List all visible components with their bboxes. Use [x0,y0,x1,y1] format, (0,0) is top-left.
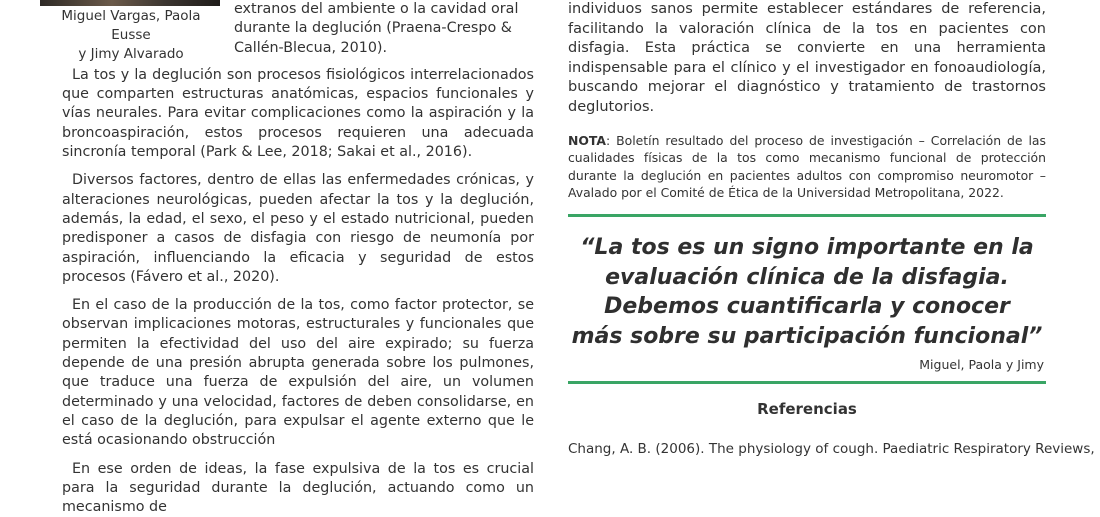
quote-author: Miguel, Paola y Jimy [919,357,1044,373]
left-column [62,0,534,517]
quote-line-1: “La tos es un signo importante en la [580,235,1034,261]
quote-line-4: más sobre su participación funcional” [571,323,1043,349]
paragraph-conclusion: individuos sanos permite establecer estándares de referencia, facilitando la valoración clínica de la tos en pacientes con disfagia. Esta práctica se convierte en una herramienta indispensable para el clínico y el investigador en fonoaudiología, buscando mejorar el diagnóstico y tratamiento de trastornos deglutorios. [568,1,1046,115]
pull-quote [568,233,1046,351]
caption-line-1: Miguel Vargas, Paola Eusse [61,8,201,43]
quote-top-rule [568,214,1046,217]
right-column [568,0,1095,457]
quote-line-2: evaluación clínica de la disfagia. [605,264,1009,290]
note-label: NOTA [568,133,606,148]
quote-line-3: Debemos cuantificarla y conocer [604,294,1010,320]
paragraph-expulsive-phase: En ese orden de ideas, la fase expulsiva de la tos es crucial para la seguridad durante la deglución, actuando como un mecanismo de [62,460,534,516]
note-block [568,132,1046,201]
references-heading: Referencias [757,400,857,419]
paragraph-cough-swallow: La tos y la deglución son procesos fisiológicos interrelacionados que comparten estructuras anatómicas, espacios funcionales y vías neurales. Para evitar complicaciones como la aspiración y la broncoaspiración, estos procesos requieren una adecuada sincronía temporal (Park & Lee, 2018; Sakai et al., 2016). [62,66,534,161]
note-text: : Boletín resultado del proceso de investigación – Correlación de las cualidades físicas de la tos como mecanismo funcional de protección durante la deglución en pacientes adultos con compromiso neuromotor – Avalado por el Comité de Ética de la Universidad Metropolitana, 2022. [568,133,1046,200]
quote-bottom-rule [568,381,1046,384]
reference-item: Chang, A. B. (2006). The physiology of cough. Paediatric Respiratory Reviews, [568,441,1095,457]
paragraph-intro-end: extranos del ambiente o la cavidad oral durante la deglución (Praena-Crespo & Callén-Blecua, 2010). [234,1,519,56]
caption-line-2: y Jimy Alvarado [78,46,184,62]
paragraph-factors: Diversos factores, dentro de ellas las enfermedades crónicas, y alteraciones neurológicas, pueden afectar la tos y la deglución, además, la edad, el sexo, el peso y el estado nutricional, pueden predisponer a casos de disfagia con riesgo de neumonía por aspiración, influenciando la eficacia y seguridad de estos procesos (Fávero et al., 2020). [62,172,534,285]
paragraph-cough-production: En el caso de la producción de la tos, como factor protector, se observan implicaciones motoras, estructurales y funcionales que permiten la efectividad del uso del aire expirado; su fuerza depende de una presión abrupta generada sobre los pulmones, que traduce una fuerza de expulsión del aire, un volumen determinado y una velocidad, factores de deben consolidarse, en el caso de la deglución, para expulsar el agente externo que le está ocasionando obstrucción [62,297,534,449]
